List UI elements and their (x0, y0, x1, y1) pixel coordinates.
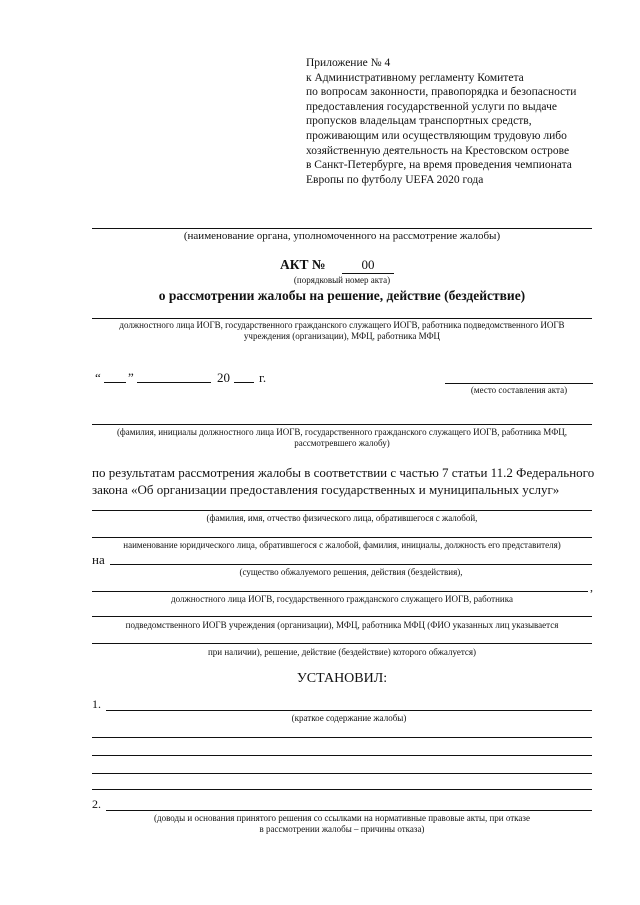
authority-line[interactable] (92, 228, 592, 229)
essence-caption: (существо обжалуемого решения, действия (бездействия), (239, 567, 463, 577)
official-caption-1: должностного лица ИОГВ, государственного гражданского служащего ИОГВ, работника подведомственного ИОГВ (119, 320, 565, 330)
date-year-prefix: 20 (217, 370, 230, 385)
appendix-line: Приложение № 4 (306, 57, 391, 69)
if-present-caption: при наличии), решение, действие (бездействие) которого обжалуется) (207, 647, 476, 657)
established-heading: УСТАНОВИЛ: (296, 671, 388, 686)
item1-extra-line[interactable] (92, 773, 592, 774)
on-label: на (92, 552, 105, 567)
appendix-line: в Санкт-Петербурге, на время проведения чемпионата (306, 159, 572, 172)
official-ioqv-caption: должностного лица ИОГВ, государственного гражданского служащего ИОГВ, работника (171, 594, 513, 604)
date-year-field[interactable] (234, 382, 254, 383)
item1-extra-line[interactable] (92, 755, 592, 756)
act-number[interactable]: 00 (361, 257, 375, 272)
item2-number: 2. (92, 797, 101, 811)
date-year-suffix: г. (259, 370, 267, 385)
item1-extra-line[interactable] (92, 737, 592, 738)
item1-caption: (краткое содержание жалобы) (291, 713, 407, 723)
legal-entity-caption: наименование юридического лица, обратившегося с жалобой, фамилия, инициалы, должность его представителя) (123, 540, 561, 550)
appendix-header (306, 56, 606, 187)
subordinate-caption: подведомственного ИОГВ учреждения (организации), МФЦ, работника МФЦ (ФИО указанных лиц указывается (125, 620, 559, 630)
item2-caption-1: (доводы и основания принятого решения со ссылками на нормативные правовые акты, при отказе (154, 813, 530, 823)
item1-line[interactable] (106, 710, 592, 711)
official-ioqv-line[interactable] (92, 591, 588, 592)
appendix-line: Европы по футболу UEFA 2020 года (306, 173, 484, 186)
item1-number: 1. (92, 697, 101, 711)
act-number-caption: (порядковый номер акта) (293, 275, 391, 285)
date-open-quote: “ (95, 370, 101, 385)
item2-line[interactable] (106, 810, 592, 811)
appendix-line: к Административному регламенту Комитета (306, 71, 524, 84)
appendix-line: проживающим или осуществляющим трудовую либо (306, 129, 567, 142)
individual-caption: (фамилия, имя, отчество физического лица, обратившегося с жалобой, (206, 513, 478, 523)
appendix-line: по вопросам законности, правопорядка и безопасности (306, 86, 577, 99)
item1-extra-line[interactable] (92, 789, 592, 790)
date-day-field[interactable] (104, 382, 126, 383)
appendix-line: хозяйственную деятельность на Крестовском острове (306, 144, 570, 157)
result-text-1: по результатам рассмотрения жалобы в соответствии с частью 7 статьи 11.2 Федерального (92, 465, 595, 480)
act-subject: о рассмотрении жалобы на решение, действие (бездействие) (158, 288, 526, 303)
if-present-line[interactable] (92, 643, 592, 644)
subordinate-line[interactable] (92, 616, 592, 617)
official-caption-2: учреждения (организации), МФЦ, работника МФЦ (243, 331, 441, 341)
reviewer-caption-1: (фамилия, инициалы должностного лица ИОГВ, государственного гражданского служащего ИОГВ, работника МФЦ, (116, 427, 568, 437)
appendix-line: предоставления государственной услуги по выдаче (306, 100, 557, 113)
comma: , (590, 580, 593, 594)
authority-caption: (наименование органа, уполномоченного на рассмотрение жалобы) (183, 230, 501, 242)
date-close-quote: ” (128, 370, 134, 385)
official-line[interactable] (92, 318, 592, 319)
individual-line[interactable] (92, 510, 592, 511)
appendix-line: пропусков владельцам транспортных средств, (306, 115, 532, 128)
item2-caption-2: в рассмотрении жалобы – причины отказа) (259, 824, 425, 834)
date-month-field[interactable] (137, 382, 211, 383)
act-label: АКТ № (280, 257, 326, 272)
reviewer-caption-2: рассмотревшего жалобу) (294, 438, 390, 448)
place-field[interactable] (445, 383, 593, 384)
result-text-2: закона «Об организации предоставления государственных и муниципальных услуг» (92, 482, 560, 497)
legal-entity-line[interactable] (92, 537, 592, 538)
essence-line[interactable] (110, 564, 592, 565)
act-number-line (342, 273, 394, 274)
place-caption: (место составления акта) (470, 385, 568, 395)
reviewer-line[interactable] (92, 424, 592, 425)
